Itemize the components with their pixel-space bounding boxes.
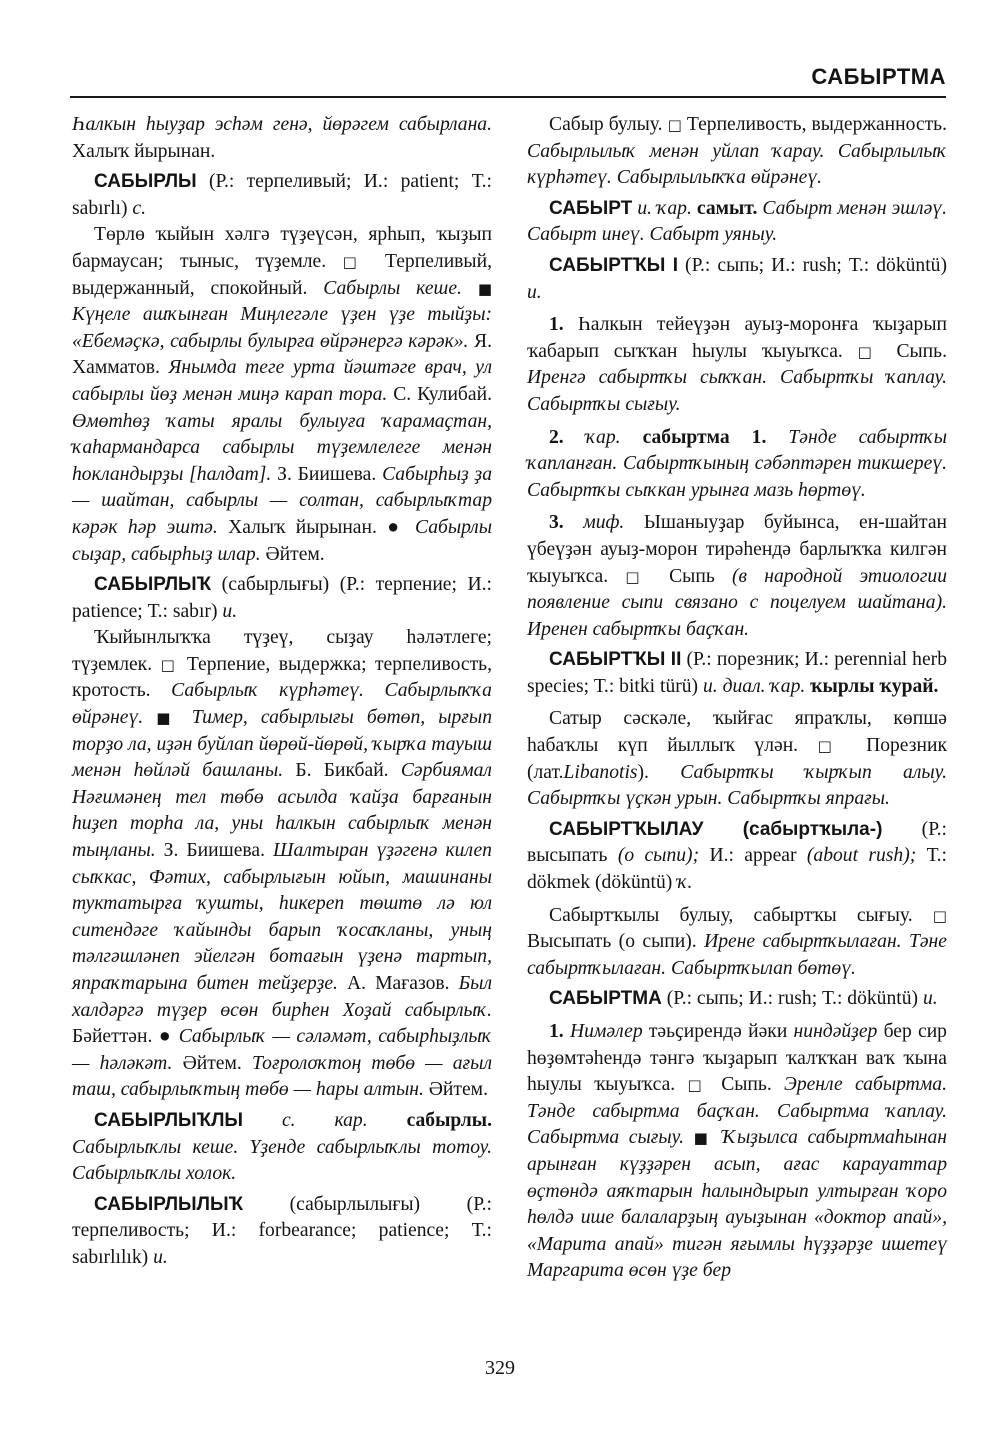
definition: Төрлө ҡыйын хәлгә түҙеүсән, ярһып, ҡыҙып бармаусан; тыныс, түҙемле. — [72, 224, 492, 272]
definition: Ҡыйынлыҡҡа түҙеү, сыҙау һәләтлеге; түҙемлек. — [72, 627, 492, 675]
russian-equivalent: Терпеливость, выдержанность. — [686, 114, 947, 135]
definition: Сабыр булыу. — [549, 114, 663, 135]
headword: САБЫРЛЫ — [94, 171, 197, 193]
headword: САБЫРТҠЫ II — [549, 649, 682, 671]
quote: Шалтыран үҙәгенә килеп сыҡкас, Фәтих, сабырлығын юйып, машинаны туктатырға ҡушты, һикереп төштө лә юл ситендәге ҡайынды барып ҡосаҡланы, уның тәлгәшләнеп эйелгән ботағын үҙенә тартып, япраҡтарына битен тейҙерҙе. — [72, 840, 492, 994]
example: Сабырлыҡ күрһәтеү. Сабырлыҡҡа өйрәнеү. — [72, 680, 492, 729]
definition: бер сир һөҙөмтәһендә тәнгә ҡыҙарып ҡалҡҡан ваҡ ҡына һыулы ҡыуыҡса. — [527, 1021, 947, 1096]
quote: Өмөтһөҙ ҡаты яралы булыуға ҡарамаҫтан, ҡаһармандарса сабырлы түҙемлелеге менән һокландырҙы [һалдат]. — [72, 410, 492, 485]
russian-equivalent: Высыпать (о сыпи). — [527, 931, 697, 953]
quote: Сабырһыҙ ҙа — шайтан, сабырлы — солтан, сабырлыҡтар кәрәк һәр эштә. — [72, 463, 492, 538]
proverb: Сабырлыҡ — сәләмәт, сабырһыҙлыҡ — һәләкәт. — [72, 1026, 492, 1074]
part-of-speech: с. кар. — [281, 1109, 368, 1131]
source: А. Мағазов. — [347, 973, 450, 994]
russian-equivalent: Порезник — [866, 735, 947, 757]
definition-paragraph — [527, 112, 947, 192]
part-of-speech: с. — [132, 197, 147, 219]
part-of-speech: и. ҡар. — [637, 197, 692, 219]
sense-1 — [527, 1019, 947, 1285]
part-of-speech: и. — [527, 281, 542, 303]
translations: (сабырлығы) (Р.: терпение; И.: patience; Т.: sabır) — [72, 574, 492, 622]
source: Халыҡ йырынан. — [72, 140, 216, 162]
russian-equivalent: Терпеливый, выдержанный, спокойный. — [72, 250, 492, 299]
definition: Ышаныуҙар буйынса, ен-шайтан үбеүҙән ауыҙ-морон тирәһендә барлыҡҡа килгән ҡыуыҡса. — [527, 512, 948, 587]
box-icon: □ — [817, 737, 847, 756]
example: Сабырлы кеше. — [323, 277, 462, 299]
usage-note: (в народной этиологии появление сыпи связано с поцелуем шайтана). — [527, 565, 947, 614]
latin-prefix: (лат. — [527, 761, 564, 783]
example: Сабырлылыҡ менән уйлап ҡарау. Сабырлылыҡ күрһәтеү. Сабырлылыҡҡа өйрәнеү. — [527, 140, 947, 189]
black-square-icon: ■ — [693, 1129, 713, 1148]
page-number: 329 — [485, 1357, 515, 1379]
black-square-icon: ■ — [156, 709, 179, 728]
headword: САБЫРЛЫҠЛЫ — [94, 1109, 244, 1131]
definition: Сатыр сәскәле, ҡыйғас япраҡлы, көпшә һабаҡлы күп йыллыҡ үлән. — [527, 708, 947, 757]
quote: Янымда теге урта йәштәге врач, ул сабырлы йөҙ менән миңә карап тора. — [72, 357, 492, 405]
russian-equivalent: Терпение, выдержка; терпеливость, кротость. — [72, 653, 492, 702]
cross-reference: ҡырлы ҡурай. — [810, 675, 939, 697]
translations: (сабырлылығы) (Р.: терпеливость; И.: forbearance; patience; Т.: sabırlılık) — [72, 1193, 492, 1268]
black-square-icon: ■ — [477, 279, 493, 298]
running-head: САБЫРТМА — [811, 64, 946, 89]
definition-italic: ниндәйҙер — [793, 1021, 878, 1042]
box-icon: □ — [160, 655, 179, 674]
source: С. Кулибай. — [393, 383, 492, 405]
latin-suffix: ). — [637, 761, 649, 783]
quote: Сәрбиямал Нәғимәнең тел төбө асылда ҡайҙа барғанын һиҙеп торһа ла, уны һалкын сабырлыҡ менән тыңланы. — [72, 760, 492, 862]
definition-paragraph — [527, 706, 947, 812]
entry-continuation — [72, 112, 492, 165]
sense-1 — [527, 312, 947, 418]
translation-en: И.: appear — [709, 845, 797, 867]
box-icon: □ — [857, 342, 882, 361]
entry-sabyrlylyk — [72, 1192, 492, 1272]
entry-sabyrtkylau — [527, 817, 947, 897]
translations: (Р.: сыпь; И.: rush; Т.: döküntü) — [685, 254, 947, 276]
cross-reference: сабырлы. — [406, 1109, 492, 1131]
usage-note: (о сыпи); — [617, 845, 700, 867]
header-rule — [70, 96, 946, 98]
example: Сабырт менән эшләү. Сабырт инеү. Сабырт уяныу. — [527, 197, 947, 246]
entry-sabyrlykly — [72, 1108, 492, 1188]
example: Сабыртҡы ҡырҡып алыу. Сабыртҡы үҫкән урын. Сабыртҡы япрағы. — [527, 761, 947, 810]
box-icon: □ — [667, 116, 682, 134]
sense-3 — [527, 510, 947, 643]
example: Иренгә сабыртҡы сыҡҡан. Сабыртҡы ҡаплау. Сабыртҡы сығыу. — [527, 367, 947, 415]
example: Ирене сабыртҡылаған. Тәне сабыртҡылаған. Сабыртҡылап бөтөү. — [527, 931, 947, 979]
part-of-speech: и. — [222, 600, 238, 622]
cross-reference: самыт. — [696, 197, 758, 219]
entry-sabyrtky-2 — [527, 647, 947, 700]
source: Бәйеттән. — [72, 1026, 153, 1048]
definition-paragraph — [72, 625, 492, 1104]
translation-ru: (Р.: высыпать — [527, 818, 947, 867]
usage-note: (about rush); — [806, 845, 917, 867]
example: Тәнде сабыртҡы ҡапланған. Сабыртҡының сәбәптәрен тикшереү. Сабыртҡы сыҡкан урынға мазь һөртөү. — [527, 426, 947, 501]
entry-sabyrlyk — [72, 572, 492, 625]
sense-number: 2. — [549, 426, 564, 448]
source: Әйтем. — [182, 1052, 242, 1074]
definition: тәьҫирендә йәки — [648, 1021, 788, 1042]
russian-equivalent: Сыпь. — [721, 1074, 772, 1096]
proverb: Сабырлы сыҙар, сабырһыҙ илар. — [72, 516, 492, 565]
right-column — [527, 112, 947, 1285]
sense-number: 1. — [549, 1021, 564, 1042]
entry-sabyrtma — [527, 986, 947, 1013]
quote: Күңеле ашҡынған Миңлегәле үҙен үҙе тыйҙы: «Ебемәҫкә, сабырлы булырға өйрәнергә кәрәк». — [72, 304, 492, 352]
proverb: Тоғролоҡтоң төбө — ағыл таш, сабырлыҡтың төбө — һары алтын. — [72, 1052, 492, 1101]
cross-reference: сабыртма 1. — [642, 426, 767, 448]
headword: САБЫРЛЫЛЫҠ — [94, 1193, 244, 1215]
definition-paragraph — [72, 222, 492, 568]
latin-name: Libanotis — [563, 761, 638, 783]
example: Сабырлыҡлы кеше. Үҙенде сабырлыҡлы тотоу. Сабырлыҡлы холок. — [72, 1136, 492, 1185]
russian-equivalent: Сыпь — [669, 565, 715, 587]
definition: Сабыртҡылы булыу, сабыртҡы сығыу. — [549, 904, 913, 926]
box-icon: □ — [932, 906, 947, 925]
translation-tr: Т.: dökmek (döküntü) — [527, 845, 947, 894]
headword: САБЫРТ — [549, 197, 633, 219]
bullet-icon: ● — [387, 516, 405, 538]
example: Эренле сабыртма. Тәнде сабыртма баҫҡан. Сабыртма ҡаплау. Сабыртма сығыу. — [527, 1074, 947, 1149]
box-icon: □ — [687, 1076, 709, 1095]
translations: (Р.: порезник; И.: perennial herb species; Т.: bitki türü) — [527, 649, 947, 697]
source: Халыҡ йырынан. — [228, 516, 377, 538]
example: Иренен сабыртҡы баҫҡан. — [527, 618, 750, 640]
bullet-icon: ● — [158, 1026, 173, 1048]
source: Я. Хамматов. — [72, 330, 492, 379]
part-of-speech: ҡ. — [677, 872, 693, 894]
quote: Тимер, сабырлығы бөтөп, ырғып торҙо ла, иҙән буйлап йөрөй-йөрөй, ҡырҡа тауыш менән һөйләй башланы. — [72, 707, 492, 782]
sense-number: 1. — [549, 314, 564, 336]
part-of-speech: и. — [153, 1246, 168, 1268]
definition-paragraph — [527, 903, 947, 983]
entry-sabyrt — [527, 196, 947, 249]
part-of-speech: миф. — [583, 512, 625, 534]
headword: САБЫРТҠЫЛАУ — [549, 818, 704, 840]
entry-sabyrly — [72, 169, 492, 222]
source: З. Биишева. — [277, 463, 377, 485]
quote: Ҡыҙылса сабыртмаһынан арынған күҙҙәрен асып, ағас карауаттар өҫтөндә аяҡтарын һалындырып ултырған ҡоро һөлдә ише балаларҙың ауыҙынан «доктор апай», «Марита апай» тигән яғымлы һүҙҙәрҙе ишетеү Маргарита өсөн үҙе бер — [527, 1127, 947, 1282]
source: Әйтем. — [428, 1079, 488, 1101]
source: Б. Бикбай. — [295, 760, 389, 782]
headword: САБЫРЛЫҠ — [94, 574, 212, 596]
entry-sabyrtky-1 — [527, 253, 947, 306]
headword: САБЫРТМА — [549, 988, 662, 1010]
sense-2 — [527, 425, 947, 505]
russian-equivalent: Сыпь. — [896, 340, 947, 362]
box-icon: □ — [342, 252, 369, 271]
left-column — [72, 112, 492, 1272]
part-of-speech: ҡар. — [585, 426, 621, 448]
source: З. Биишева. — [163, 840, 265, 862]
part-of-speech: и. — [922, 988, 938, 1010]
box-icon: □ — [625, 567, 652, 586]
definition-italic: Нимәлер — [569, 1021, 643, 1042]
headword-stem: (сабыртҡыла-) — [742, 818, 883, 840]
definition: Һалкын тейеүҙән ауыҙ-моронға ҡыҙарып ҡабарып сыҡҡан һыулы ҡыуыҡса. — [527, 314, 947, 362]
translations: (Р.: терпеливый; И.: patient; Т.: sabırlı) — [72, 171, 493, 219]
headword: САБЫРТҠЫ I — [549, 254, 679, 276]
quote: Һалкын һыуҙар эсһәм генә, йөрәгем сабырлана. — [72, 114, 492, 135]
quote: Был халдәргә түҙер өсөн бирһен Хоҙай сабырлыҡ. — [72, 973, 492, 1021]
translations: (Р.: сыпь; И.: rush; Т.: döküntü) — [666, 988, 919, 1010]
source: Әйтем. — [265, 543, 325, 565]
sense-number: 3. — [549, 512, 564, 534]
part-of-speech: и. диал. ҡар. — [703, 675, 806, 697]
